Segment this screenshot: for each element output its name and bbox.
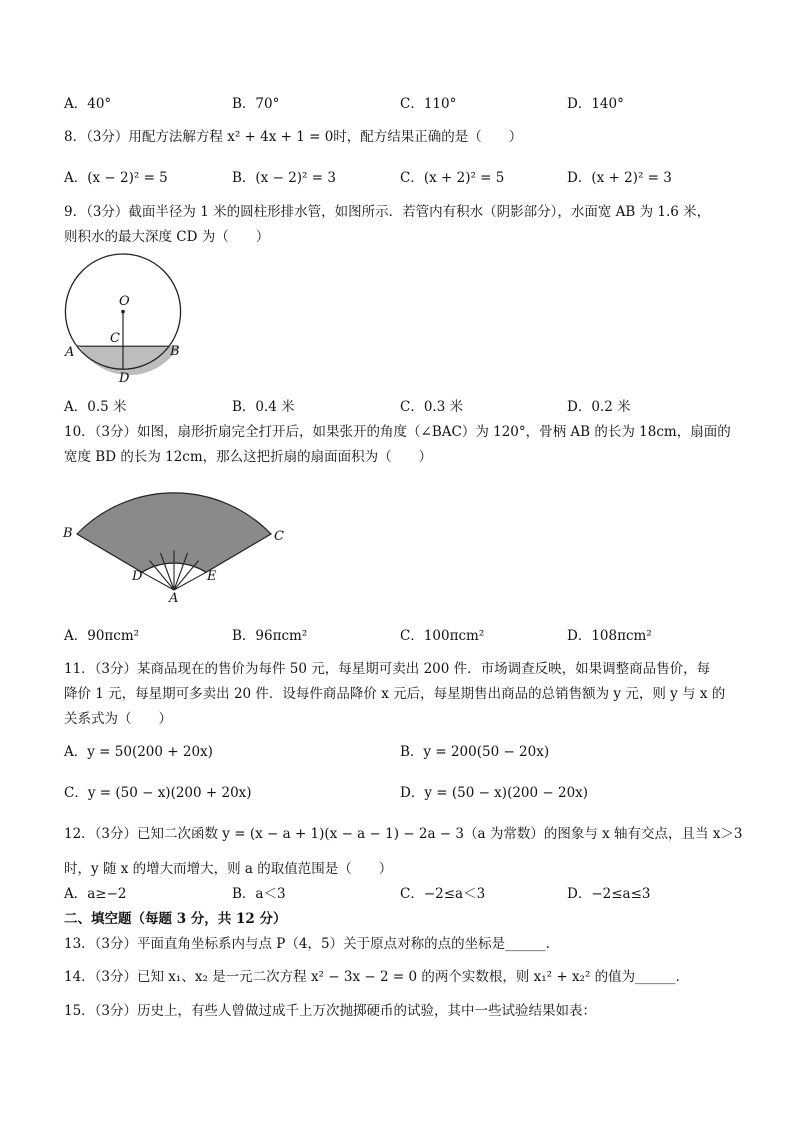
q13-stem: 13．（3分）平面直角坐标系内与点 P（4，5）关于原点对称的点的坐标是______． (64, 936, 560, 952)
q14-stem: 14．（3分）已知 x₁、x₂ 是一元二次方程 x² − 3x − 2 = 0 的两个实数根，则 x₁² + x₂² 的值为______． (64, 969, 690, 985)
q12-option-a[interactable]: A．a≥−2 (64, 886, 127, 902)
q9-label-b: B (170, 344, 180, 359)
q9-option-b[interactable]: B．0.4 米 (232, 399, 295, 415)
q9-option-c[interactable]: C．0.3 米 (400, 399, 464, 415)
q9-label-d: D (119, 371, 130, 386)
q8-option-a[interactable]: A．(x − 2)² = 5 (64, 170, 168, 186)
q10-rib-5 (174, 561, 199, 591)
q11-stem-line2: 降价 1 元，每星期可多卖出 20 件．设每件商品降价 x 元后，每星期售出商品的总销售额为 y 元，则 y 与 x 的 (64, 686, 726, 702)
q10-rib-ae (174, 572, 206, 590)
q8-option-d[interactable]: D．(x + 2)² = 3 (567, 170, 672, 186)
q11-option-a[interactable]: A．y = 50(200 + 20x) (64, 744, 213, 760)
q9-option-d[interactable]: D．0.2 米 (567, 399, 631, 415)
q12-stem-line1: 12．（3分）已知二次函数 y = (x − a + 1)(x − a − 1) − 2a − 3（a 为常数）的图象与 x 轴有交点，且当 x＞3 (64, 826, 743, 842)
q9-option-a[interactable]: A．0.5 米 (64, 399, 127, 415)
q11-option-c[interactable]: C．y = (50 − x)(200 + 20x) (64, 785, 252, 801)
q10-option-b[interactable]: B．96πcm² (232, 628, 308, 644)
q11-stem-line1: 11．（3分）某商品现在的售价为每件 50 元，每星期可卖出 200 件．市场调查反映，如果调整商品售价，每 (64, 661, 711, 677)
q10-stem-line2: 宽度 BD 的长为 12cm，那么这把折扇的扇面面积为（ ） (64, 449, 433, 465)
q9-pipe-figure (60, 258, 200, 393)
q7-option-c[interactable]: C．110° (400, 96, 457, 112)
q11-option-b[interactable]: B．y = 200(50 − 20x) (400, 744, 550, 760)
q11-option-d[interactable]: D．y = (50 − x)(200 − 20x) (400, 785, 589, 801)
q9-label-o: O (119, 294, 130, 309)
q12-option-b[interactable]: B．a＜3 (232, 886, 286, 902)
q10-stem-line1: 10．（3分）如图，扇形折扇完全打开后，如果张开的角度（∠BAC）为 120°，骨柄 AB 的长为 18cm，扇面的 (64, 424, 731, 440)
q10-option-a[interactable]: A．90πcm² (64, 628, 140, 644)
section2-title: 二、填空题（每题 3 分，共 12 分） (64, 911, 287, 927)
q10-rib-ad (142, 572, 174, 590)
q7-option-d[interactable]: D．140° (567, 96, 624, 112)
q11-stem-line3: 关系式为（ ） (64, 711, 172, 727)
q10-label-c: C (274, 529, 284, 544)
q12-stem-line2: 时，y 随 x 的增大而增大，则 a 的取值范围是（ ） (64, 861, 393, 877)
q8-option-c[interactable]: C．(x + 2)² = 5 (400, 170, 505, 186)
q10-label-b: B (63, 526, 73, 541)
q10-label-e: E (207, 569, 217, 584)
q8-stem: 8．（3分）用配方法解方程 x² + 4x + 1 = 0时，配方结果正确的是（ ） (64, 129, 523, 145)
q12-option-d[interactable]: D．−2≤a≤3 (567, 886, 651, 902)
q10-option-c[interactable]: C．100πcm² (400, 628, 485, 644)
q7-option-a[interactable]: A．40° (64, 96, 112, 112)
q8-option-b[interactable]: B．(x − 2)² = 3 (232, 170, 336, 186)
q9-stem-line1: 9．（3分）截面半径为 1 米的圆柱形排水管，如图所示．若管内有积水（阴影部分），水面宽 AB 为 1.6 米， (64, 204, 711, 220)
q10-label-a: A (169, 591, 179, 606)
q7-option-b[interactable]: B．70° (232, 96, 280, 112)
q10-option-d[interactable]: D．108πcm² (567, 628, 652, 644)
q9-label-a: A (65, 345, 75, 360)
q9-stem-line2: 则积水的最大深度 CD 为（ ） (64, 229, 270, 245)
q9-label-c: C (110, 331, 120, 346)
q10-rib-1 (150, 561, 175, 591)
q10-fan-figure (60, 470, 300, 605)
q9-center-point (121, 310, 125, 314)
q12-option-c[interactable]: C．−2≤a＜3 (400, 886, 486, 902)
q10-label-d: D (132, 569, 143, 584)
q15-stem: 15．（3分）历史上，有些人曾做过成千上万次抛掷硬币的试验，其中一些试验结果如表： (64, 1003, 597, 1019)
